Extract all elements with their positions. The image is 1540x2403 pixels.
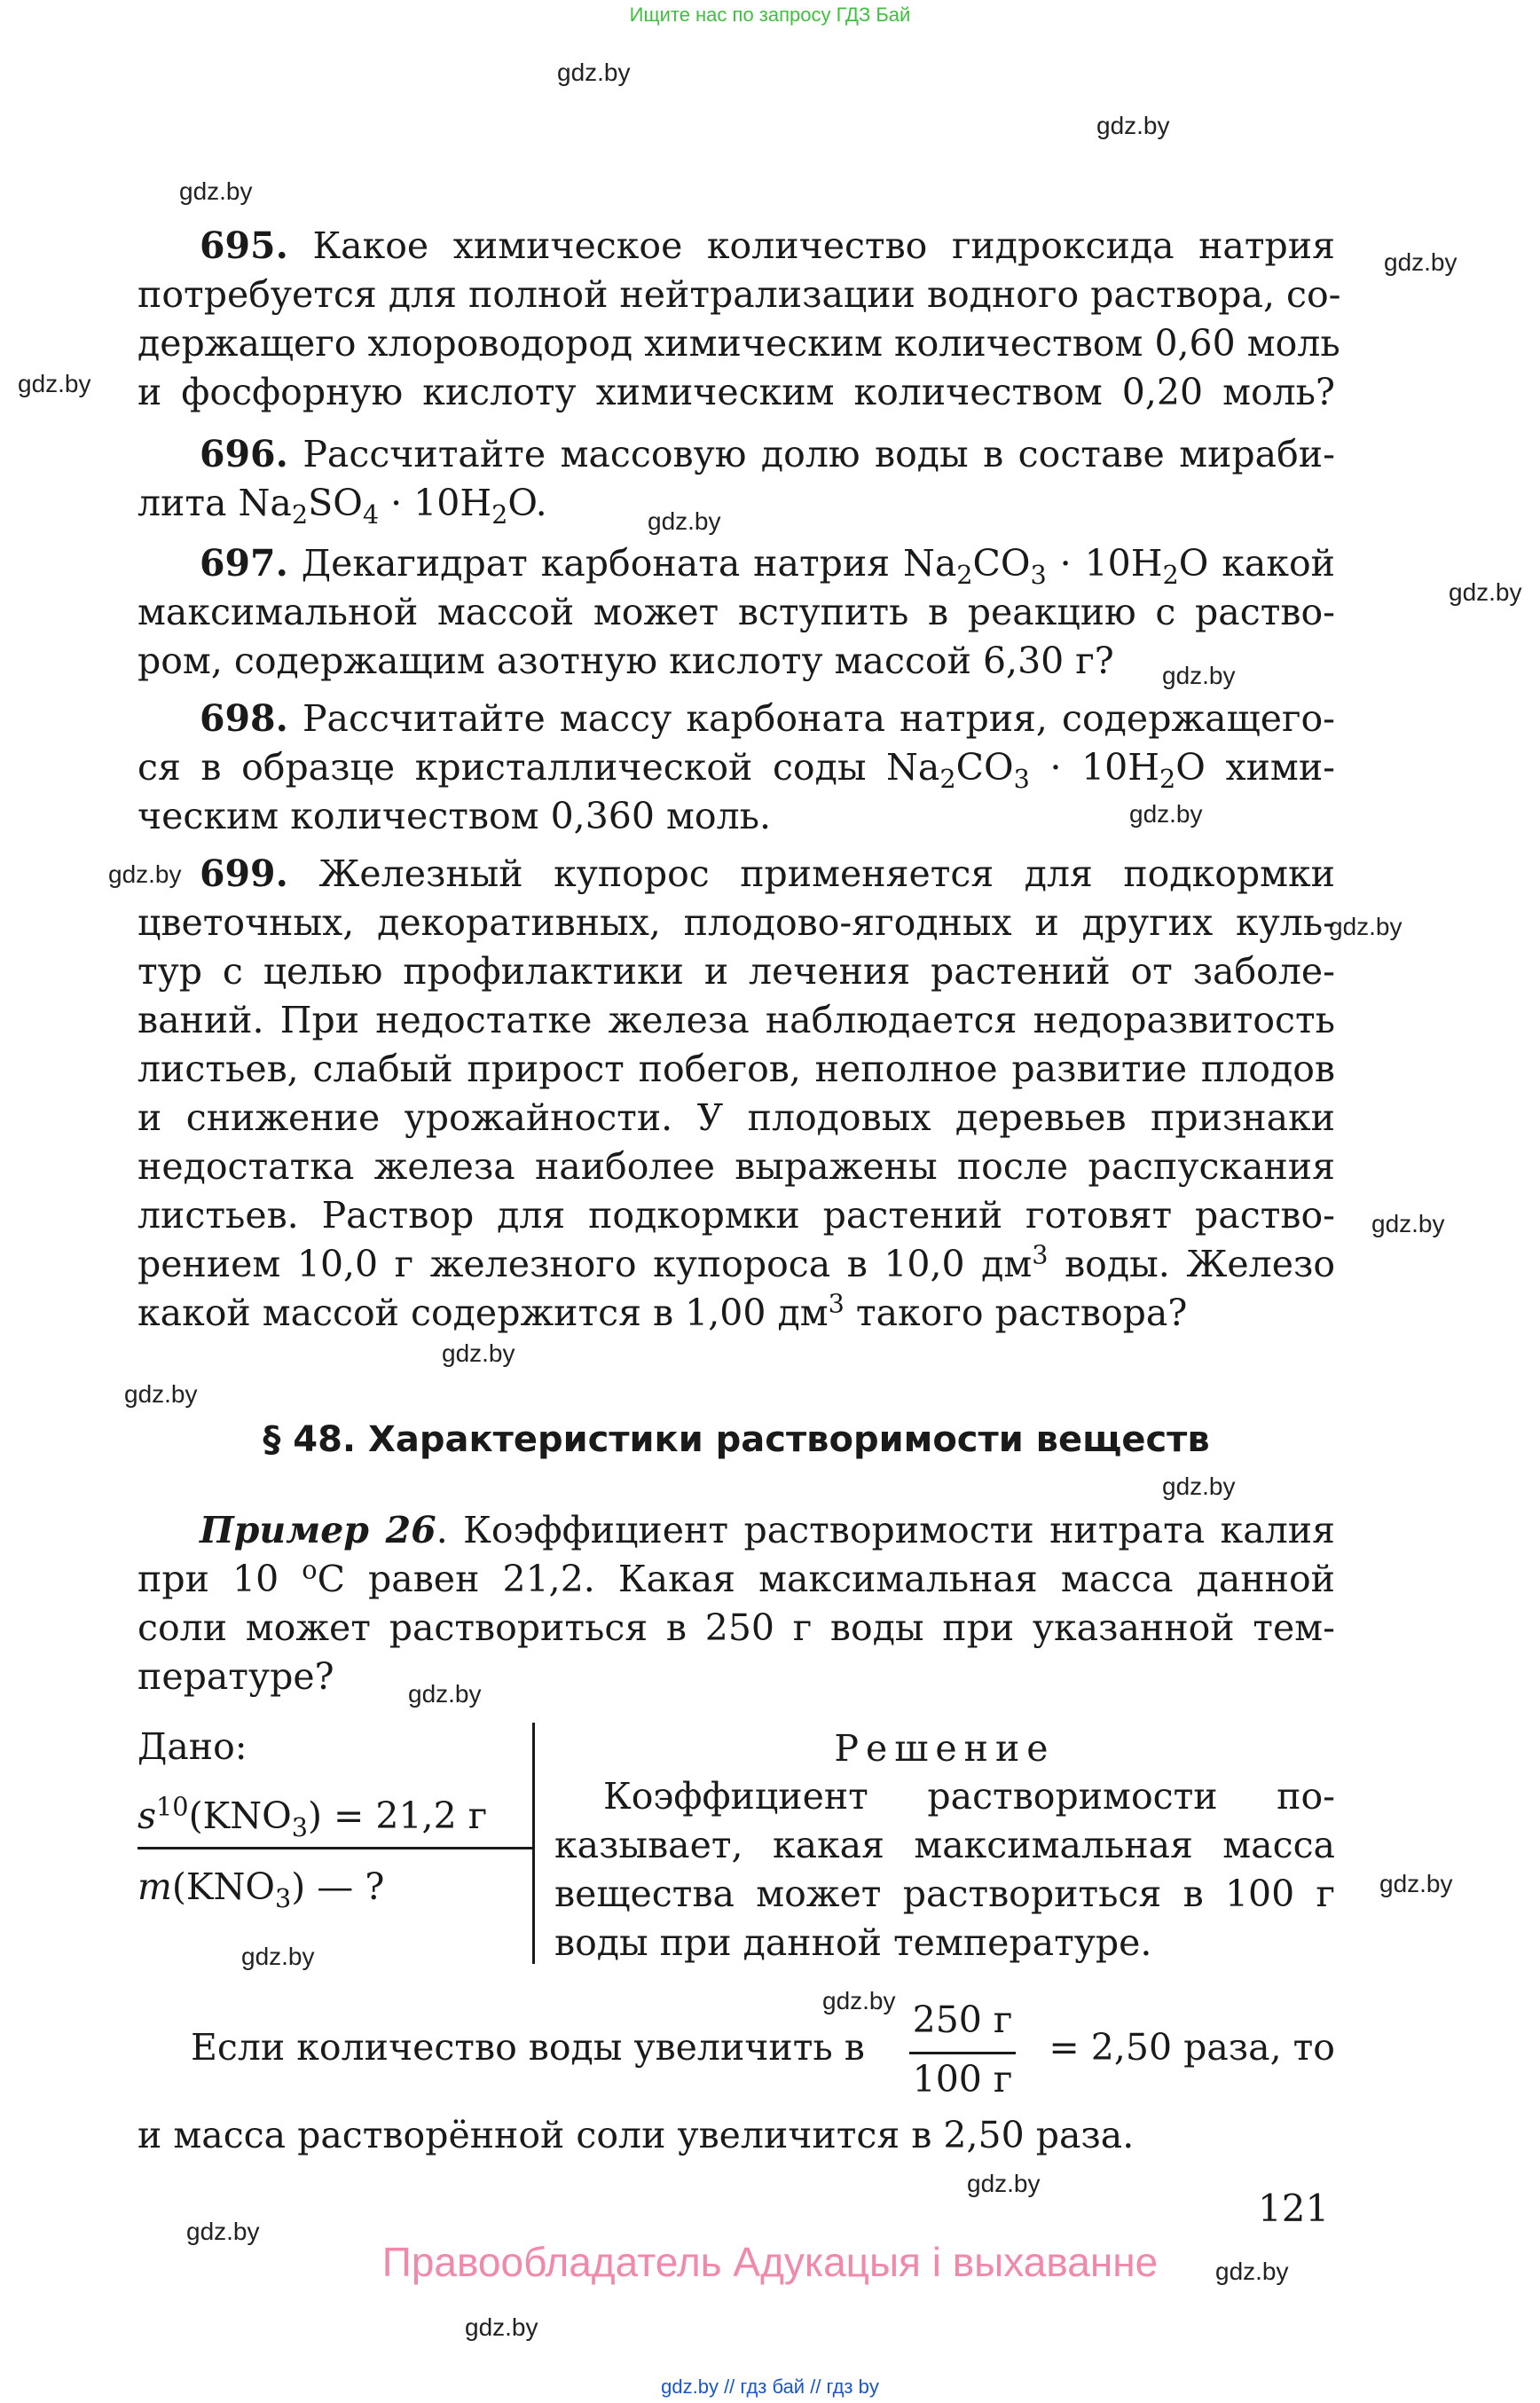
problem-697-line: максимальной массой может вступить в реакцию с раство-: [138, 591, 1335, 633]
problem-699-line: листьев. Раствор для подкормки растений готовят раство-: [138, 1194, 1335, 1237]
solution-line: казывает, какая максимальная масса: [554, 1824, 1335, 1866]
watermark: gdz.by: [1379, 1870, 1453, 1897]
watermark: gdz.by: [108, 860, 182, 888]
watermark: gdz.by: [1449, 578, 1522, 606]
example-line: соли может раствориться в 250 г воды при указанной тем-: [138, 1606, 1335, 1649]
watermark: gdz.by: [822, 1987, 896, 2014]
watermark: gdz.by: [1329, 913, 1402, 940]
problem-699-line: листьев, слабый прирост побегов, неполное развитие плодов: [138, 1048, 1335, 1090]
given-divider: [138, 1847, 532, 1849]
problem-695-line: [200, 222, 1335, 270]
problem-699-line: тур с целью профилактики и лечения растений от заболе-: [138, 950, 1335, 993]
problem-699-line: 699. Железный купорос применяется для подкормки: [200, 852, 1335, 895]
copyright-notice: Правообладатель Адукацыя і выхаванне: [381, 2239, 1159, 2285]
problem-699-line: рением 10,0 г железного купороса в 10,0 $дм^3$ воды. Железо: [138, 1239, 1335, 1285]
watermark: gdz.by: [557, 59, 631, 86]
problem-text: Какое химическое количество гидроксида натрия: [312, 224, 1335, 267]
solution-title: Решение: [834, 1727, 1056, 1770]
given-solution-separator: [532, 1723, 535, 1964]
watermark: gdz.by: [124, 1380, 198, 1408]
problem-698-line: 698. Рассчитайте массу карбоната натрия, содержащего-: [200, 697, 1335, 740]
watermark: gdz.by: [186, 2218, 260, 2245]
example-line: пературе?: [138, 1655, 334, 1698]
problem-text: Рассчитайте массовую долю воды в составе мираби-: [302, 433, 1335, 475]
watermark: gdz.by: [967, 2170, 1041, 2197]
watermark: gdz.by: [1371, 1210, 1445, 1237]
solution-line: воды при данной температуре.: [554, 1921, 1152, 1964]
watermark: gdz.by: [241, 1943, 315, 1970]
problem-697-line: 697. Декагидрат карбоната натрия $Na_2CO_3 \cdot 10H_2O$ какой: [200, 542, 1335, 591]
watermark: gdz.by: [1096, 112, 1170, 139]
watermark: gdz.by: [1129, 800, 1203, 828]
watermark: gdz.by: [408, 1680, 482, 1708]
problem-699-line: ваний. При недостатке железа наблюдается недоразвитость: [138, 999, 1335, 1041]
fraction-denominator: 100 г: [912, 2058, 1013, 2101]
problem-number: 696.: [200, 433, 288, 475]
problem-699-line: недостатка железа наиболее выражены после распускания: [138, 1145, 1335, 1188]
watermark: gdz.by: [179, 177, 253, 205]
problem-696-line: [200, 430, 1335, 478]
watermark: gdz.by: [1384, 248, 1458, 276]
section-heading: § 48. Характеристики растворимости веществ: [263, 1419, 1210, 1460]
watermark: gdz.by: [442, 1339, 515, 1367]
watermark: gdz.by: [1162, 1472, 1236, 1500]
problem-696-line: лита $Na_2SO_4 \cdot 10H_2O$.: [138, 482, 547, 530]
problem-697-line: ром, содержащим азотную кислоту массой 6,30 г?: [138, 640, 1114, 682]
solution-line: вещества может раствориться в 100 г: [554, 1873, 1335, 1915]
conclusion-prefix: Если количество воды увеличить в: [191, 2026, 865, 2069]
given-title: Дано:: [138, 1725, 248, 1768]
problem-695-line: держащего хлороводород химическим количеством 0,60 моль: [138, 322, 1340, 365]
given-row: $s^{10}(KNO_3) = 21,2$ г: [138, 1791, 488, 1843]
given-row: $m(KNO_3)$ — ?: [138, 1865, 385, 1914]
problem-698-line: ся в образце кристаллической соды $Na_2CO_3 \cdot 10H_2O$ хими-: [138, 746, 1335, 795]
watermark: gdz.by: [1162, 662, 1236, 689]
problem-number: 699.: [200, 852, 288, 895]
example-label: Пример 26: [200, 1509, 436, 1551]
example-line: Пример 26. Коэффициент растворимости нитрата калия: [200, 1509, 1335, 1551]
problem-695-line: потребуется для полной нейтрализации водного раствора, со-: [138, 273, 1341, 316]
problem-699-line: и снижение урожайности. У плодовых деревьев признаки: [138, 1096, 1335, 1139]
problem-695-line: и фосфорную кислоту химическим количеством 0,20 моль?: [138, 371, 1335, 413]
fraction-numerator: 250 г: [912, 1999, 1013, 2041]
conclusion-suffix: = 2,50 раза, то: [1049, 2026, 1335, 2069]
watermark: gdz.by: [465, 2313, 538, 2341]
watermark: gdz.by: [1215, 2258, 1289, 2285]
bottom-links[interactable]: gdz.by // гдз бай // гдз by: [661, 2376, 879, 2398]
watermark: gdz.by: [18, 370, 91, 397]
problem-number: 695.: [200, 224, 288, 267]
top-banner[interactable]: Ищите нас по запросу ГДЗ Бай: [629, 4, 911, 26]
conclusion-line: и масса растворённой соли увеличится в 2,50 раза.: [138, 2114, 1135, 2156]
problem-number: 698.: [200, 697, 288, 740]
problem-699-line: цветочных, декоративных, плодово-ягодных и других куль-: [138, 901, 1335, 944]
fraction-bar: [909, 2052, 1016, 2054]
solution-line: Коэффициент растворимости по-: [603, 1775, 1335, 1818]
example-line: при 10 $^о$С равен 21,2. Какая максимальная масса данной: [138, 1554, 1335, 1600]
watermark: gdz.by: [648, 507, 721, 535]
problem-698-line: ческим количеством 0,360 моль.: [138, 795, 771, 837]
problem-699-line: какой массой содержится в 1,00 $дм^3$ такого раствора?: [138, 1288, 1188, 1334]
page-number: 121: [1258, 2187, 1330, 2230]
problem-number: 697.: [200, 542, 288, 585]
